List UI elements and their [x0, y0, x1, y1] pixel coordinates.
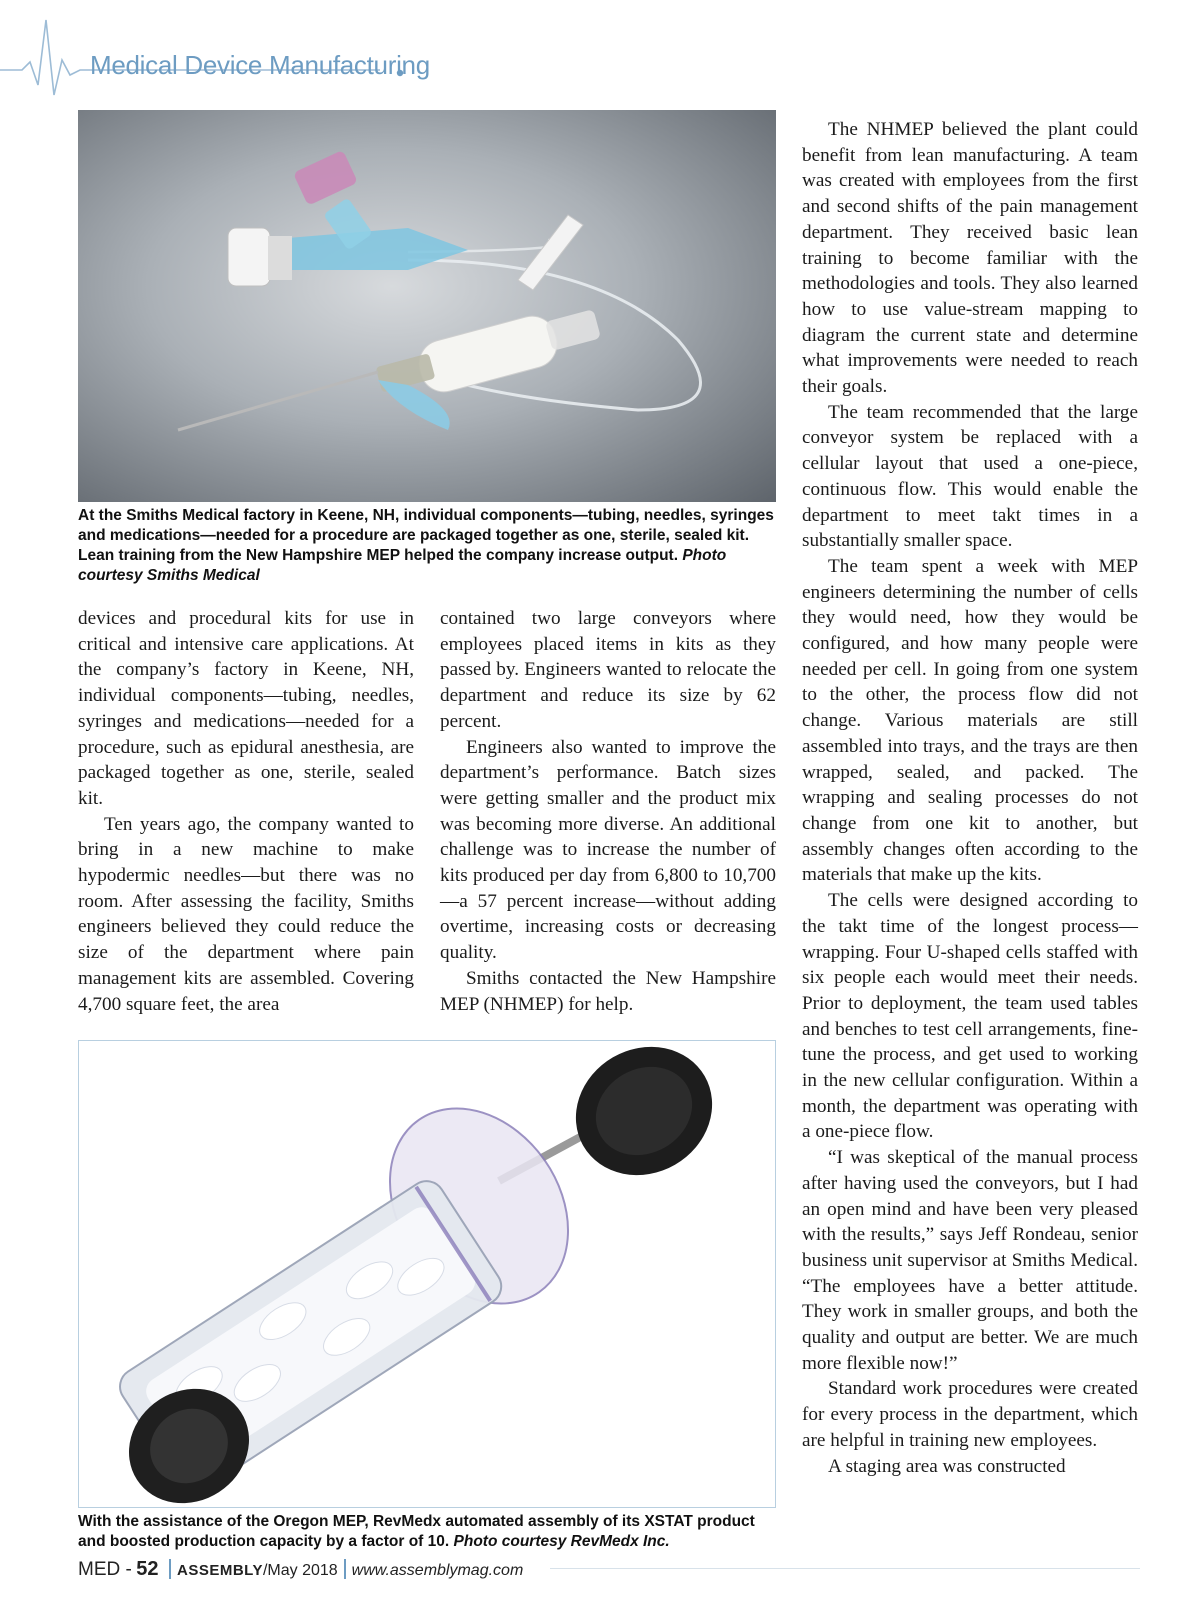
- page-footer: [78, 1558, 523, 1581]
- article-column-2: [440, 606, 776, 1017]
- paragraph: The team recommended that the large conveyor system be replaced with a cellular layout that used a one-piece, continuous flow. This would enable the department to meet takt times in a substantially smaller space.: [802, 401, 1138, 552]
- figure-2-caption: [78, 1512, 778, 1552]
- xstat-syringe-photo: [79, 1041, 775, 1507]
- footer-divider: [344, 1559, 346, 1579]
- article-column-1: [78, 606, 414, 1017]
- paragraph: Ten years ago, the company wanted to bring in a new machine to make hypodermic needles—but there was no room. After assessing the facility, Smiths engineers believed they could reduce the size of the department where pain management kits are assembled. Covering 4,700 square feet, the area: [78, 813, 414, 1015]
- figure-1-caption: [78, 506, 778, 586]
- page-number: 52: [136, 1558, 159, 1580]
- paragraph: A staging area was constructed: [828, 1455, 1066, 1477]
- paragraph: devices and procedural kits for use in critical and intensive care applications. At the company’s factory in Keene, NH, individual components—tubing, needles, syringes and medications—needed for a procedure, such as epidural anesthesia, are packaged together as one, sterile, sealed kit.: [78, 608, 414, 809]
- paragraph: The NHMEP believed the plant could benefit from lean manufacturing. A team was created with employees from the first and second shifts of the pain management department. They received basic lean training to become familiar with the methodologies and tools. They also learned how to use value-stream mapping to diagram the current state and determine what improvements were needed to reach their goals.: [802, 119, 1138, 398]
- paragraph: The cells were designed according to the takt time of the longest process—wrapping. Four U-shaped cells staffed with six people each would meet their needs. Prior to deployment, the team used tables and benches to test cell arrangements, fine-tune the process, and get used to working in the new cellular configuration. Within a month, the department was operating with a one-piece flow.: [802, 890, 1138, 1143]
- figure-1-credit: Photo courtesy Smiths Medical: [78, 547, 727, 584]
- section-title: Medical Device Manufacturing: [90, 50, 430, 80]
- magazine-url: www.assemblymag.com: [351, 1562, 524, 1579]
- figure-1-photo: [78, 110, 776, 502]
- iv-catheter-kit-photo: [78, 110, 776, 502]
- figure-2-photo: [78, 1040, 776, 1508]
- figure-1-caption-text: At the Smiths Medical factory in Keene, NH, individual components—tubing, needles, syringes and medications—needed for a procedure are packaged together as one, sterile, sealed kit. Lean training from the New Hampshire MEP helped the company increase output.: [78, 507, 774, 564]
- footer-rule: [550, 1568, 1140, 1569]
- figure-2-credit: Photo courtesy RevMedx Inc.: [453, 1533, 670, 1550]
- article-column-3: [802, 117, 1138, 1479]
- footer-section: MED -: [78, 1559, 132, 1580]
- paragraph: Smiths contacted the New Hampshire MEP (NHMEP) for help.: [440, 967, 776, 1015]
- footer-divider: [169, 1559, 171, 1579]
- magazine-name: ASSEMBLY: [176, 1562, 263, 1579]
- paragraph: Standard work procedures were created for every process in the department, which are helpful in training new employees.: [802, 1378, 1138, 1451]
- paragraph: The team spent a week with MEP engineers determining the number of cells they would need, how they would be configured, and how many people were needed per cell. In going from one system to the other, the process flow did not change. Various materials are still assembled into trays, and the trays are then wrapped, sealed, and packed. The wrapping and sealing processes do not change from one kit to another, but assembly changes often according to the materials that make up the kits.: [802, 555, 1138, 886]
- figure-2-caption-text: With the assistance of the Oregon MEP, RevMedx automated assembly of its XSTAT product and boosted production capacity by a factor of 10.: [78, 1513, 755, 1550]
- issue-date: /May 2018: [262, 1562, 338, 1579]
- paragraph: Engineers also wanted to improve the department’s performance. Batch sizes were getting smaller and the product mix was becoming more diverse. An additional challenge was to increase the number of kits produced per day from 6,800 to 10,700—a 57 percent increase—without adding overtime, increasing costs or decreasing quality.: [440, 736, 776, 964]
- paragraph: “I was skeptical of the manual process after having used the conveyors, but I had an open mind and have been very pleased with the results,” says Jeff Rondeau, senior business unit supervisor at Smiths Medical. “The employees have a better attitude. They work in smaller groups, and both the quality and output are better. We are much more flexible now!”: [802, 1147, 1138, 1374]
- paragraph: contained two large conveyors where employees placed items in kits as they passed by. Engineers wanted to relocate the department and reduce its size by 62 percent.: [440, 608, 776, 732]
